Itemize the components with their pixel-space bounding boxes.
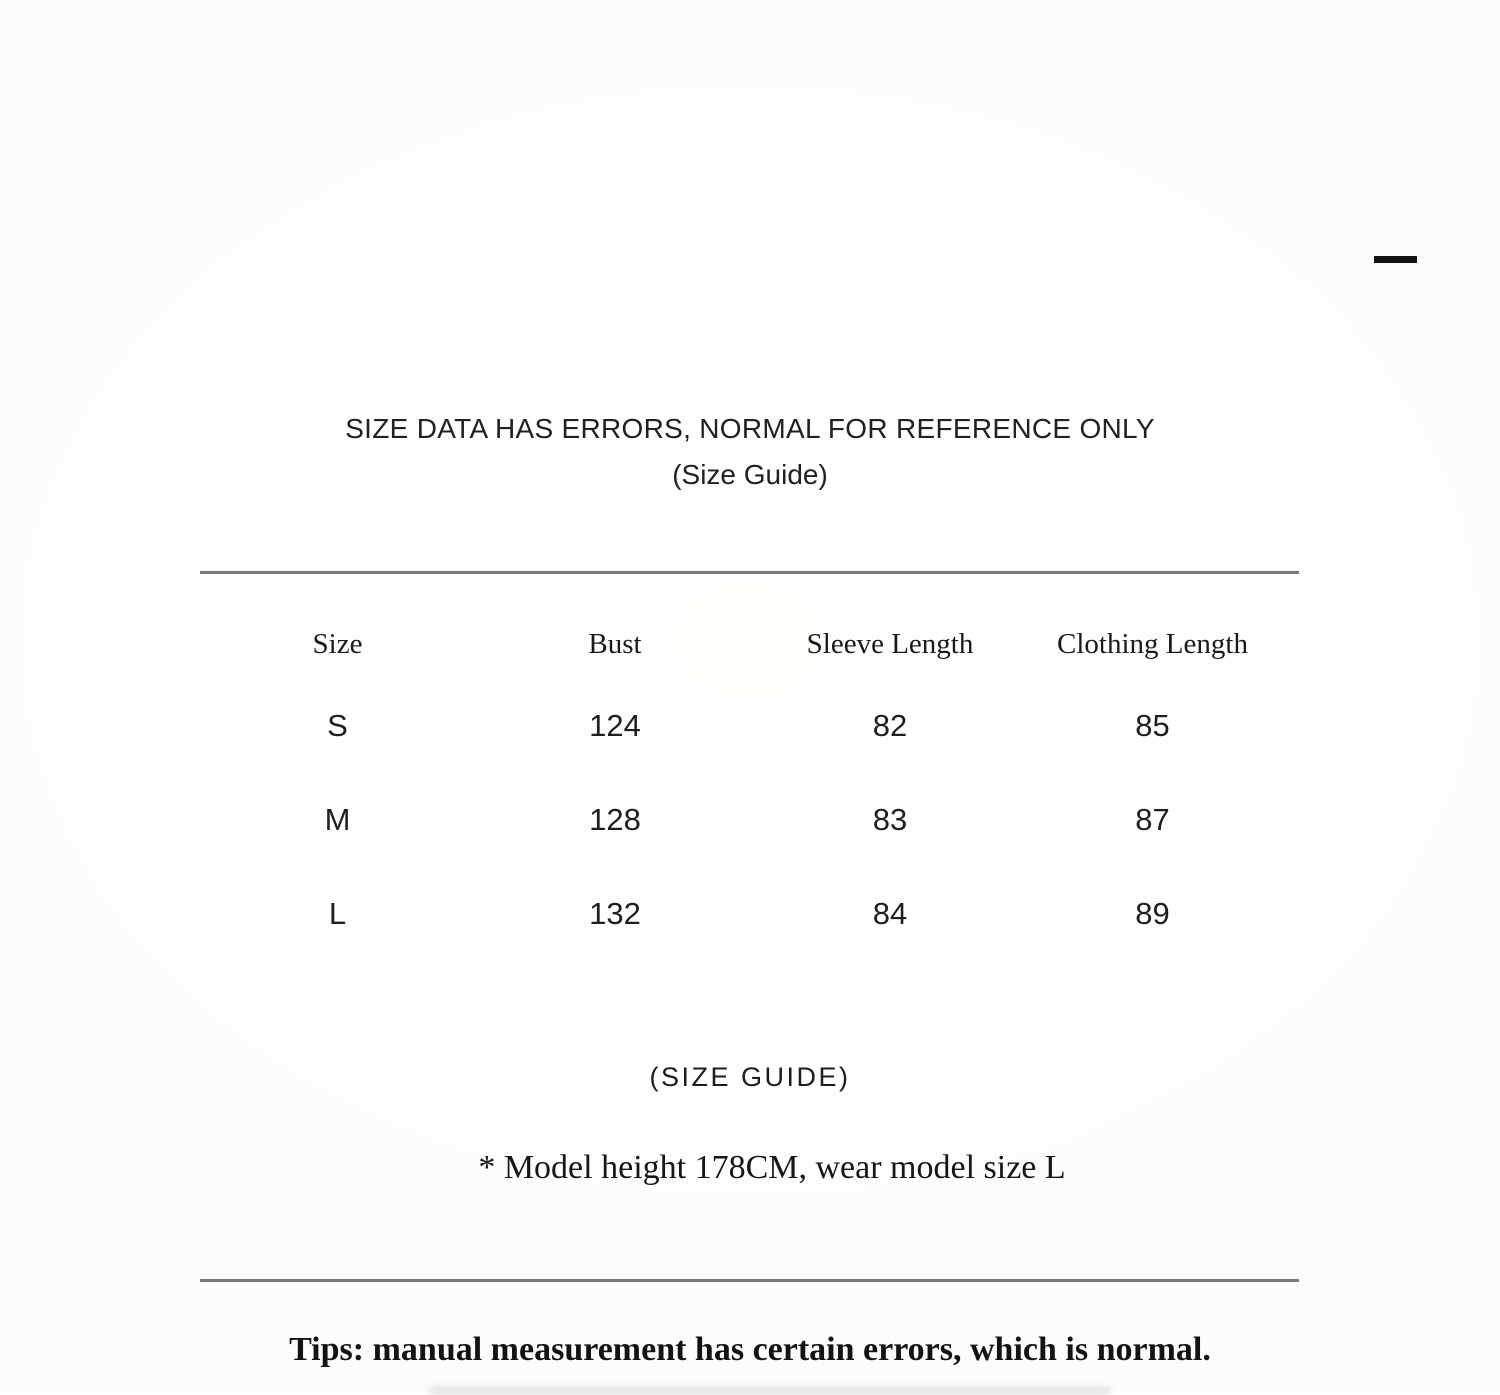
cell-sleeve-length: 83 [872,802,908,837]
cell-clothing-length: 87 [1135,802,1170,837]
table-row-size-l [200,890,1300,938]
bottom-cropped-content-hint [430,1386,1110,1395]
cell-size: M [324,802,351,837]
cell-bust: 124 [589,708,641,743]
cell-size: S [327,708,348,743]
column-header-sleeve-length: Sleeve Length [806,628,974,660]
top-right-dash-mark [1374,256,1417,263]
cell-clothing-length: 89 [1135,896,1170,931]
table-header-row [200,620,1300,668]
cell-bust: 128 [589,802,641,837]
cell-size: L [328,896,347,931]
size-guide-caption: (SIZE GUIDE) [649,1062,851,1092]
top-divider-line [200,571,1299,574]
cell-sleeve-length: 82 [872,708,908,743]
page-subtitle: (Size Guide) [672,459,828,490]
table-row-size-s [200,702,1300,750]
page-title: SIZE DATA HAS ERRORS, NORMAL FOR REFERENCE ONLY [345,413,1155,444]
bottom-divider-line [200,1279,1299,1282]
column-header-clothing-length: Clothing Length [1057,628,1248,660]
cell-clothing-length: 85 [1135,708,1170,743]
table-row-size-m [200,796,1300,844]
cell-sleeve-length: 84 [872,896,908,931]
column-header-bust: Bust [588,628,642,660]
tips-note: Tips: manual measurement has certain errors, which is normal. [289,1331,1211,1368]
cell-bust: 132 [589,896,641,931]
model-height-note: * Model height 178CM, wear model size L [478,1149,1066,1186]
column-header-size: Size [312,628,363,660]
